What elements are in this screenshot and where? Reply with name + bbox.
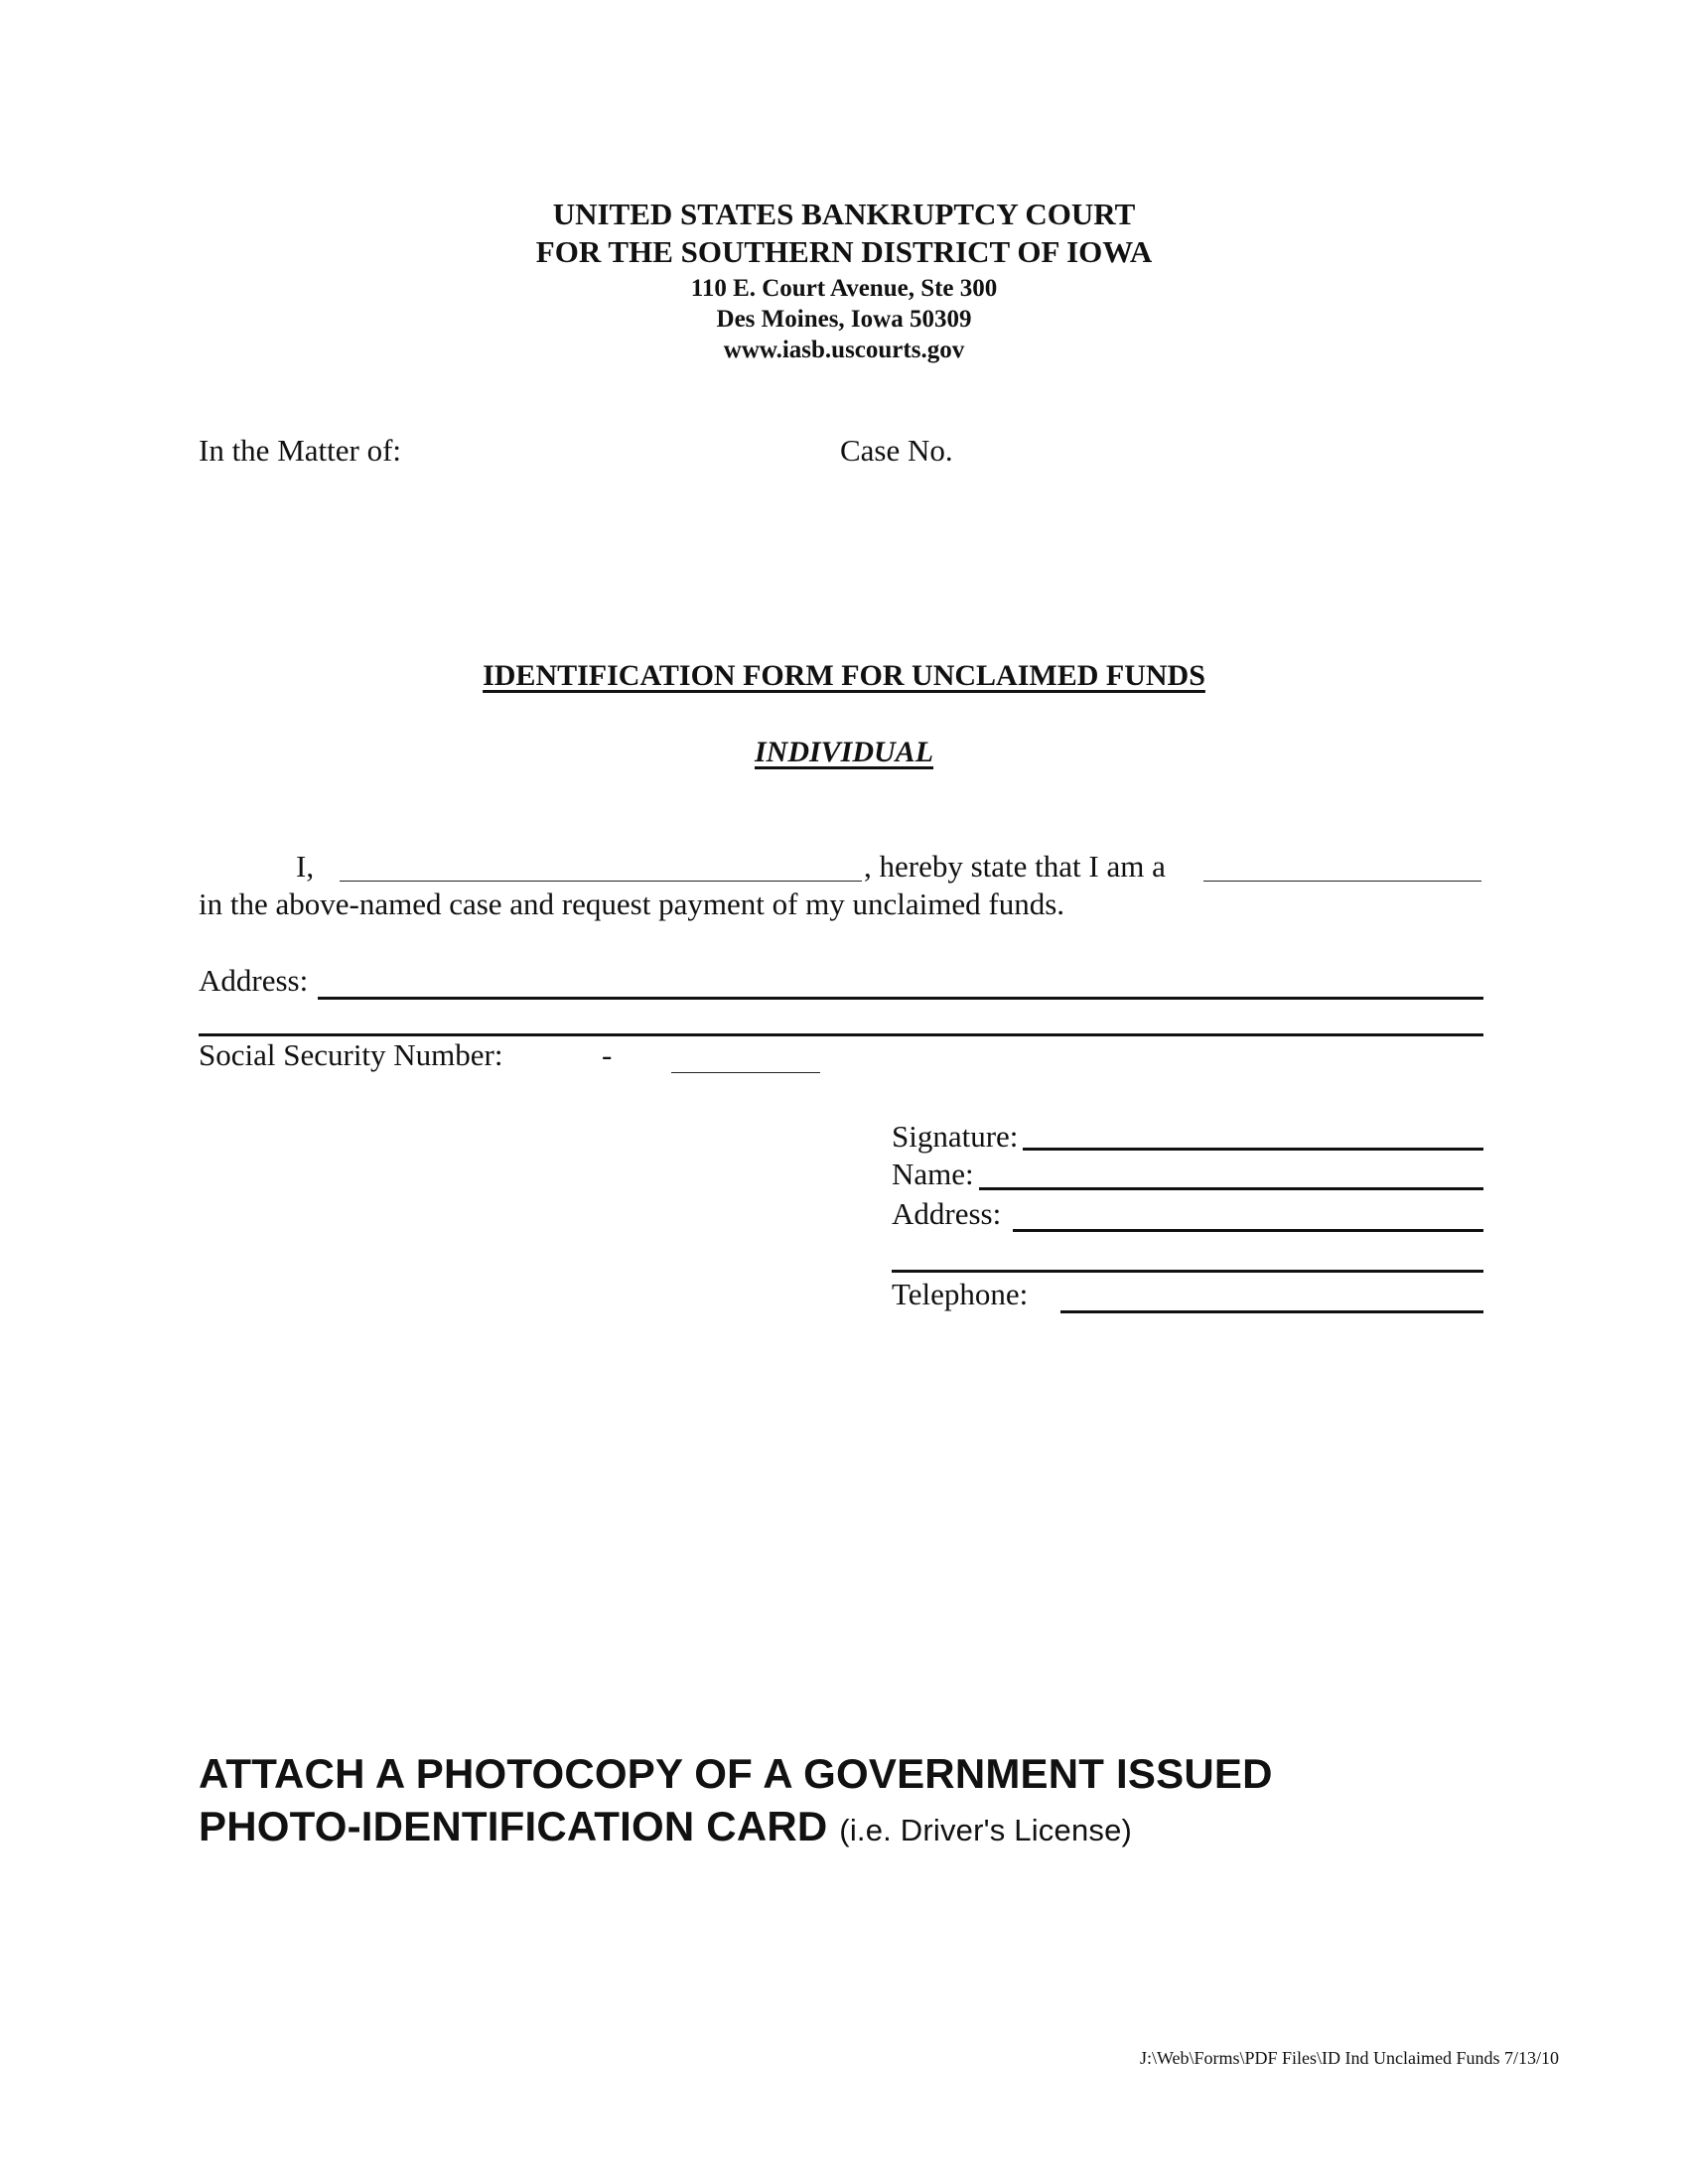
address-line-1[interactable] xyxy=(318,997,1483,1000)
address-line-2[interactable] xyxy=(199,1033,1483,1036)
signature-line[interactable] xyxy=(1023,1148,1483,1151)
name-label: Name: xyxy=(892,1157,974,1191)
court-name: UNITED STATES BANKRUPTCY COURT xyxy=(552,197,1136,231)
court-street-address: 110 E. Court Avenue, Ste 300 xyxy=(690,275,998,302)
address-label: Address: xyxy=(199,963,309,998)
attach-notice-line2 xyxy=(199,1803,1132,1850)
ssn-label: Social Security Number: xyxy=(199,1037,503,1072)
court-website: www.iasb.uscourts.gov xyxy=(723,337,965,363)
court-city-address: Des Moines, Iowa 50309 xyxy=(716,306,972,333)
telephone-label: Telephone: xyxy=(892,1277,1029,1311)
form-title: IDENTIFICATION FORM FOR UNCLAIMED FUNDS xyxy=(483,659,1205,692)
signature-address-line-2[interactable] xyxy=(892,1270,1483,1273)
ssn-last-digits-blank[interactable] xyxy=(671,1072,820,1073)
statement-continuation: in the above-named case and request payment of my unclaimed funds. xyxy=(199,887,1065,921)
matter-label: In the Matter of: xyxy=(199,433,402,468)
case-number-label: Case No. xyxy=(840,433,953,468)
attach-notice-line1: ATTACH A PHOTOCOPY OF A GOVERNMENT ISSUED xyxy=(199,1750,1273,1797)
footer-file-path: J:\Web\Forms\PDF Files\ID Ind Unclaimed Funds 7/13/10 xyxy=(1139,2048,1559,2068)
attach-notice-emphasis: PHOTO-IDENTIFICATION CARD xyxy=(199,1803,828,1849)
attach-notice-example: (i.e. Driver's License) xyxy=(839,1813,1133,1847)
name-line[interactable] xyxy=(979,1187,1483,1190)
signature-address-line-1[interactable] xyxy=(1013,1229,1483,1232)
statement-middle: , hereby state that I am a xyxy=(864,849,1166,884)
statement-prefix: I, xyxy=(296,849,315,884)
claimant-role-blank[interactable] xyxy=(1203,881,1481,882)
ssn-separator: - xyxy=(602,1037,613,1072)
court-district: FOR THE SOUTHERN DISTRICT OF IOWA xyxy=(535,234,1153,269)
signature-address-label: Address: xyxy=(892,1196,1002,1231)
form-subtitle: INDIVIDUAL xyxy=(754,736,934,768)
claimant-name-blank[interactable] xyxy=(340,881,862,882)
telephone-line[interactable] xyxy=(1060,1310,1483,1313)
signature-label: Signature: xyxy=(892,1119,1019,1154)
